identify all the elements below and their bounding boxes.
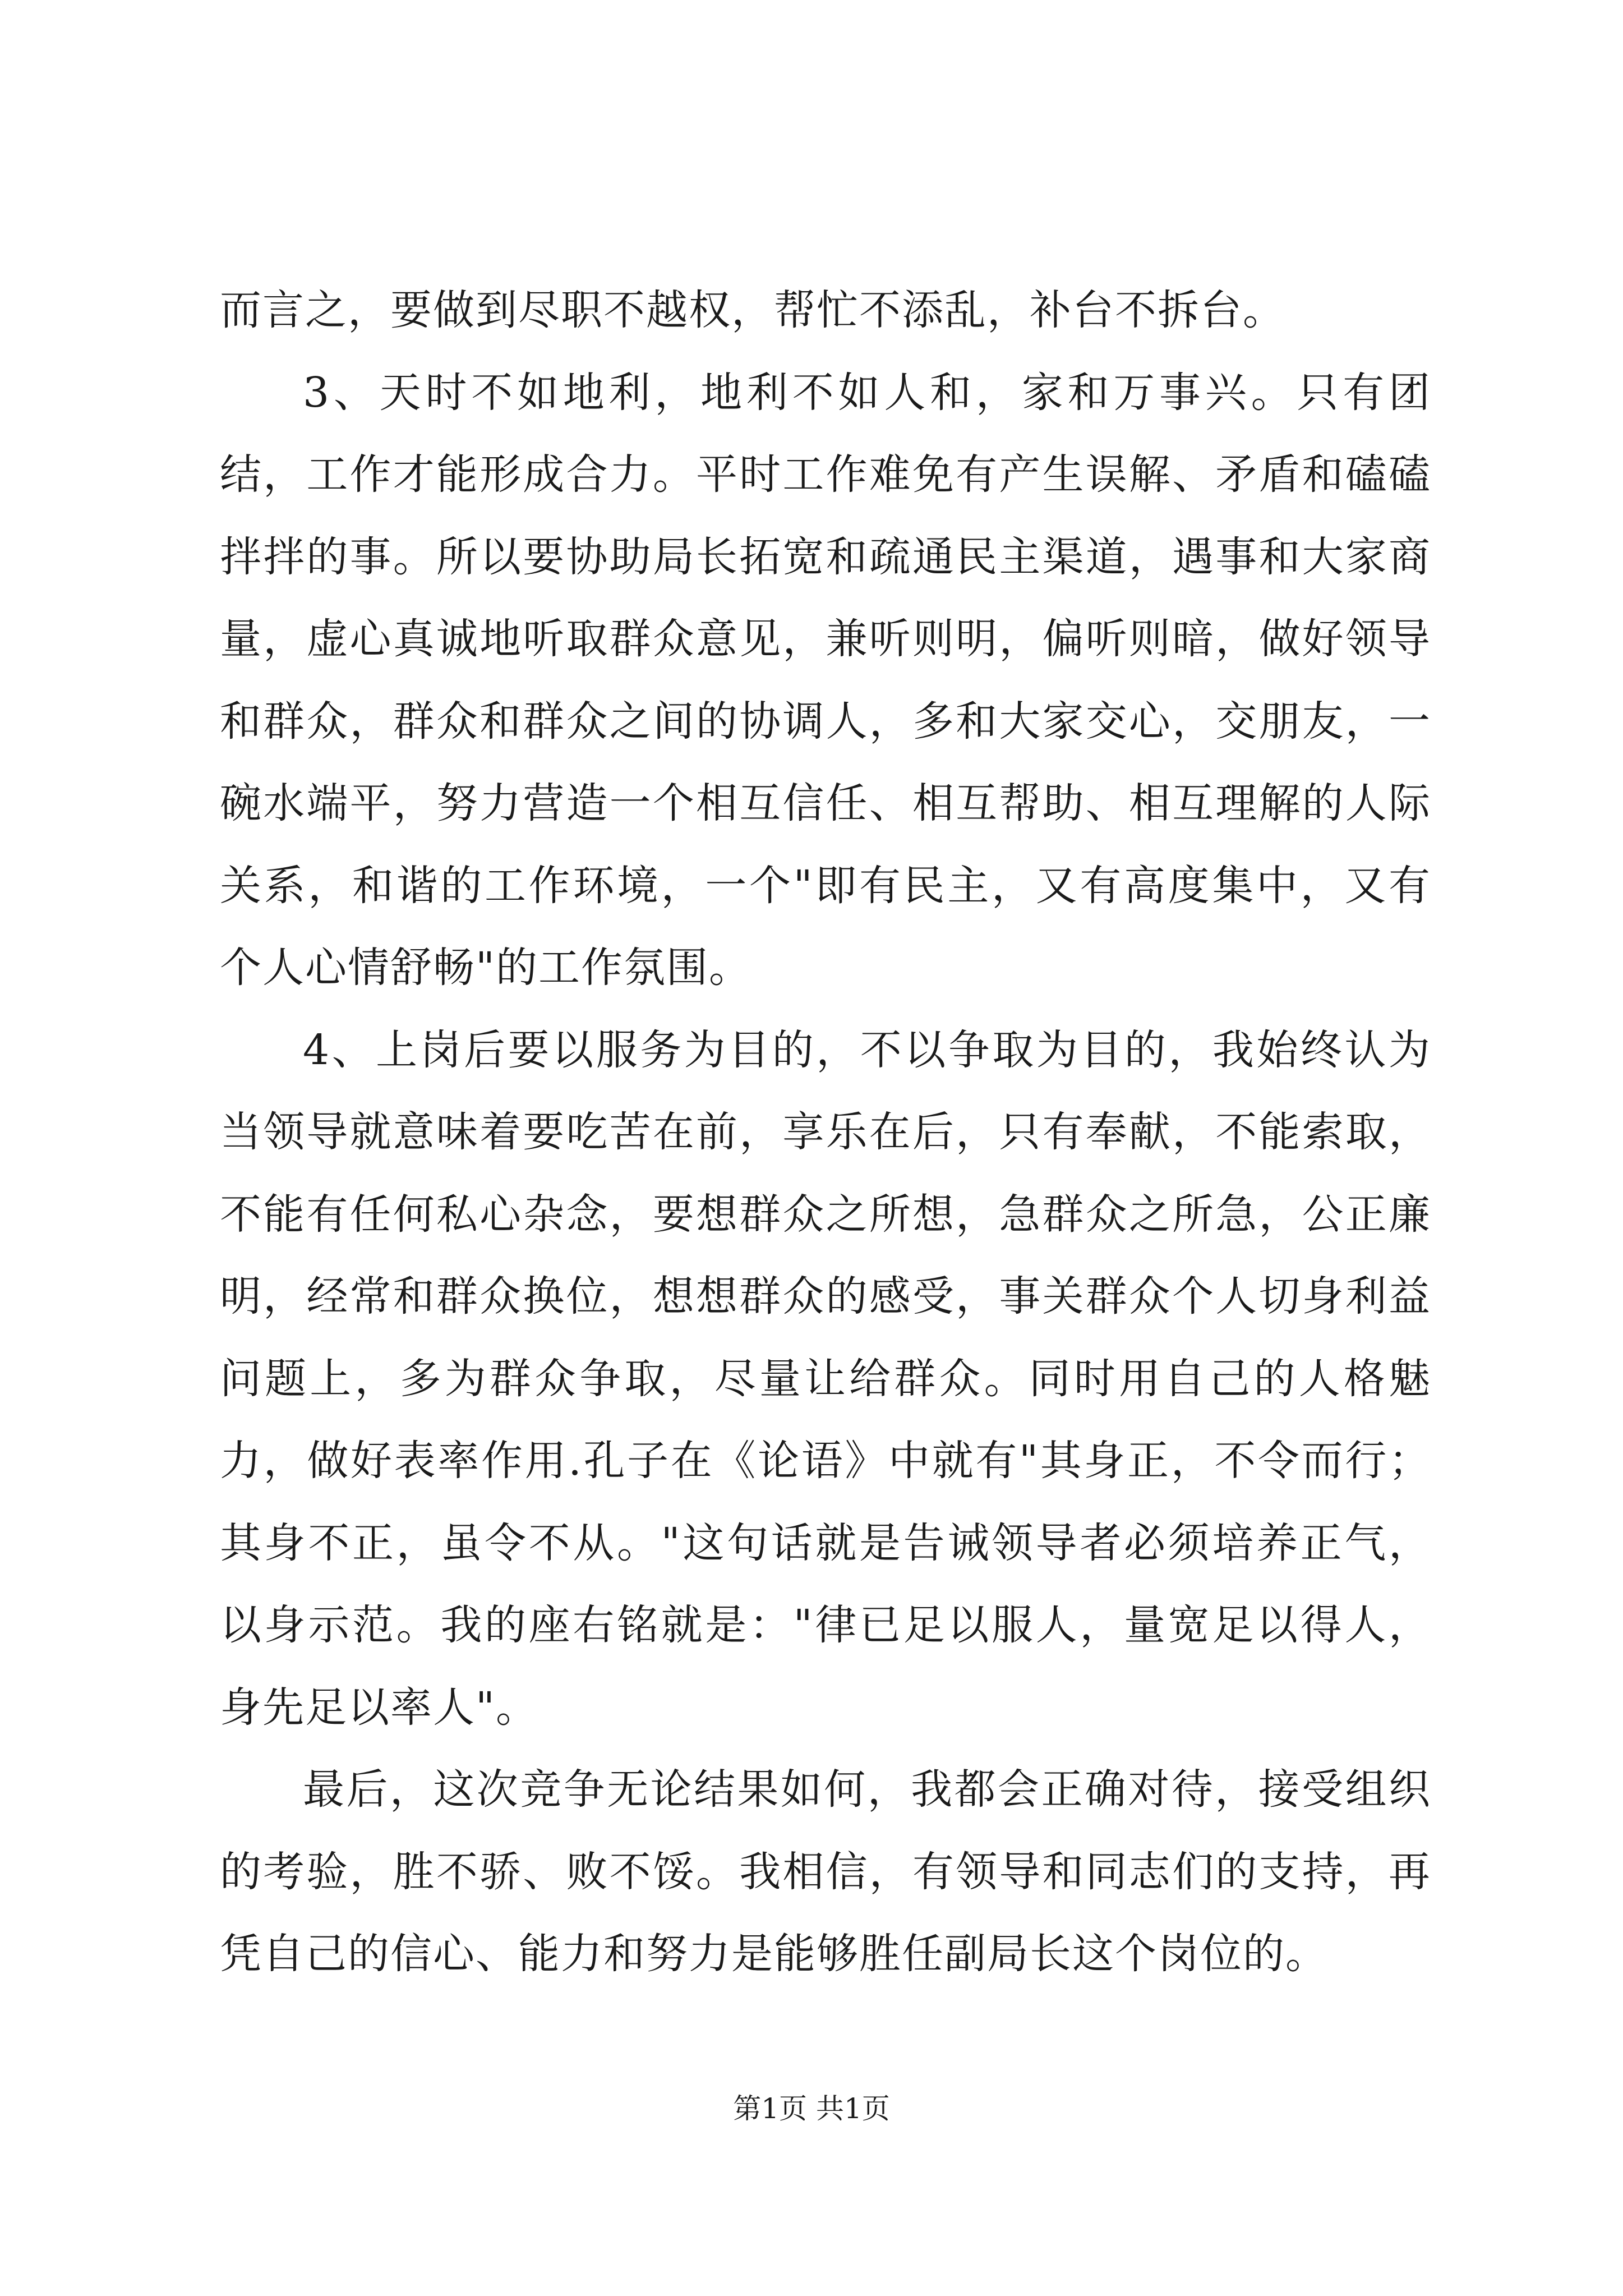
paragraph-item-3: 3、天时不如地利，地利不如人和，家和万事兴。只有团结，工作才能形成合力。平时工作难免有产生误解、矛盾和磕磕拌拌的事。所以要协助局长拓宽和疏通民主渠道，遇事和大家商量，虚心真诚地听取群众意见，兼听则明，偏听则暗，做好领导和群众，群众和群众之间的协调人，多和大家交心，交朋友，一碗水端平，努力营造一个相互信任、相互帮助、相互理解的人际关系，和谐的工作环境，一个"即有民主，又有高度集中，又有个人心情舒畅"的工作氛围。 bbox=[220, 368, 1431, 992]
page-number-footer: 第1页 共1页 bbox=[733, 2092, 890, 2125]
paragraph-item-4: 4、上岗后要以服务为目的，不以争取为目的，我始终认为当领导就意味着要吃苦在前，享乐在后，只有奉献，不能索取，不能有任何私心杂念，要想群众之所想，急群众之所急，公正廉明，经常和群众换位，想想群众的感受，事关群众个人切身利益问题上，多为群众争取，尽量让给群众。同时用自己的人格魅力，做好表率作用.孔子在《论语》中就有"其身正，不令而行；其身不正，虽令不从。"这句话就是告诫领导者必须培养正气，以身示范。我的座右铭就是："律已足以服人，量宽足以得人，身先足以率人"。 bbox=[220, 1025, 1431, 1732]
paragraph-conclusion: 最后，这次竞争无论结果如何，我都会正确对待，接受组织的考验，胜不骄、败不馁。我相信，有领导和同志们的支持，再凭自己的信心、能力和努力是能够胜任副局长这个岗位的。 bbox=[220, 1765, 1431, 1978]
document-body bbox=[220, 269, 1431, 1995]
paragraph-continuation: 而言之，要做到尽职不越权，帮忙不添乱，补台不拆台。 bbox=[220, 286, 1285, 334]
